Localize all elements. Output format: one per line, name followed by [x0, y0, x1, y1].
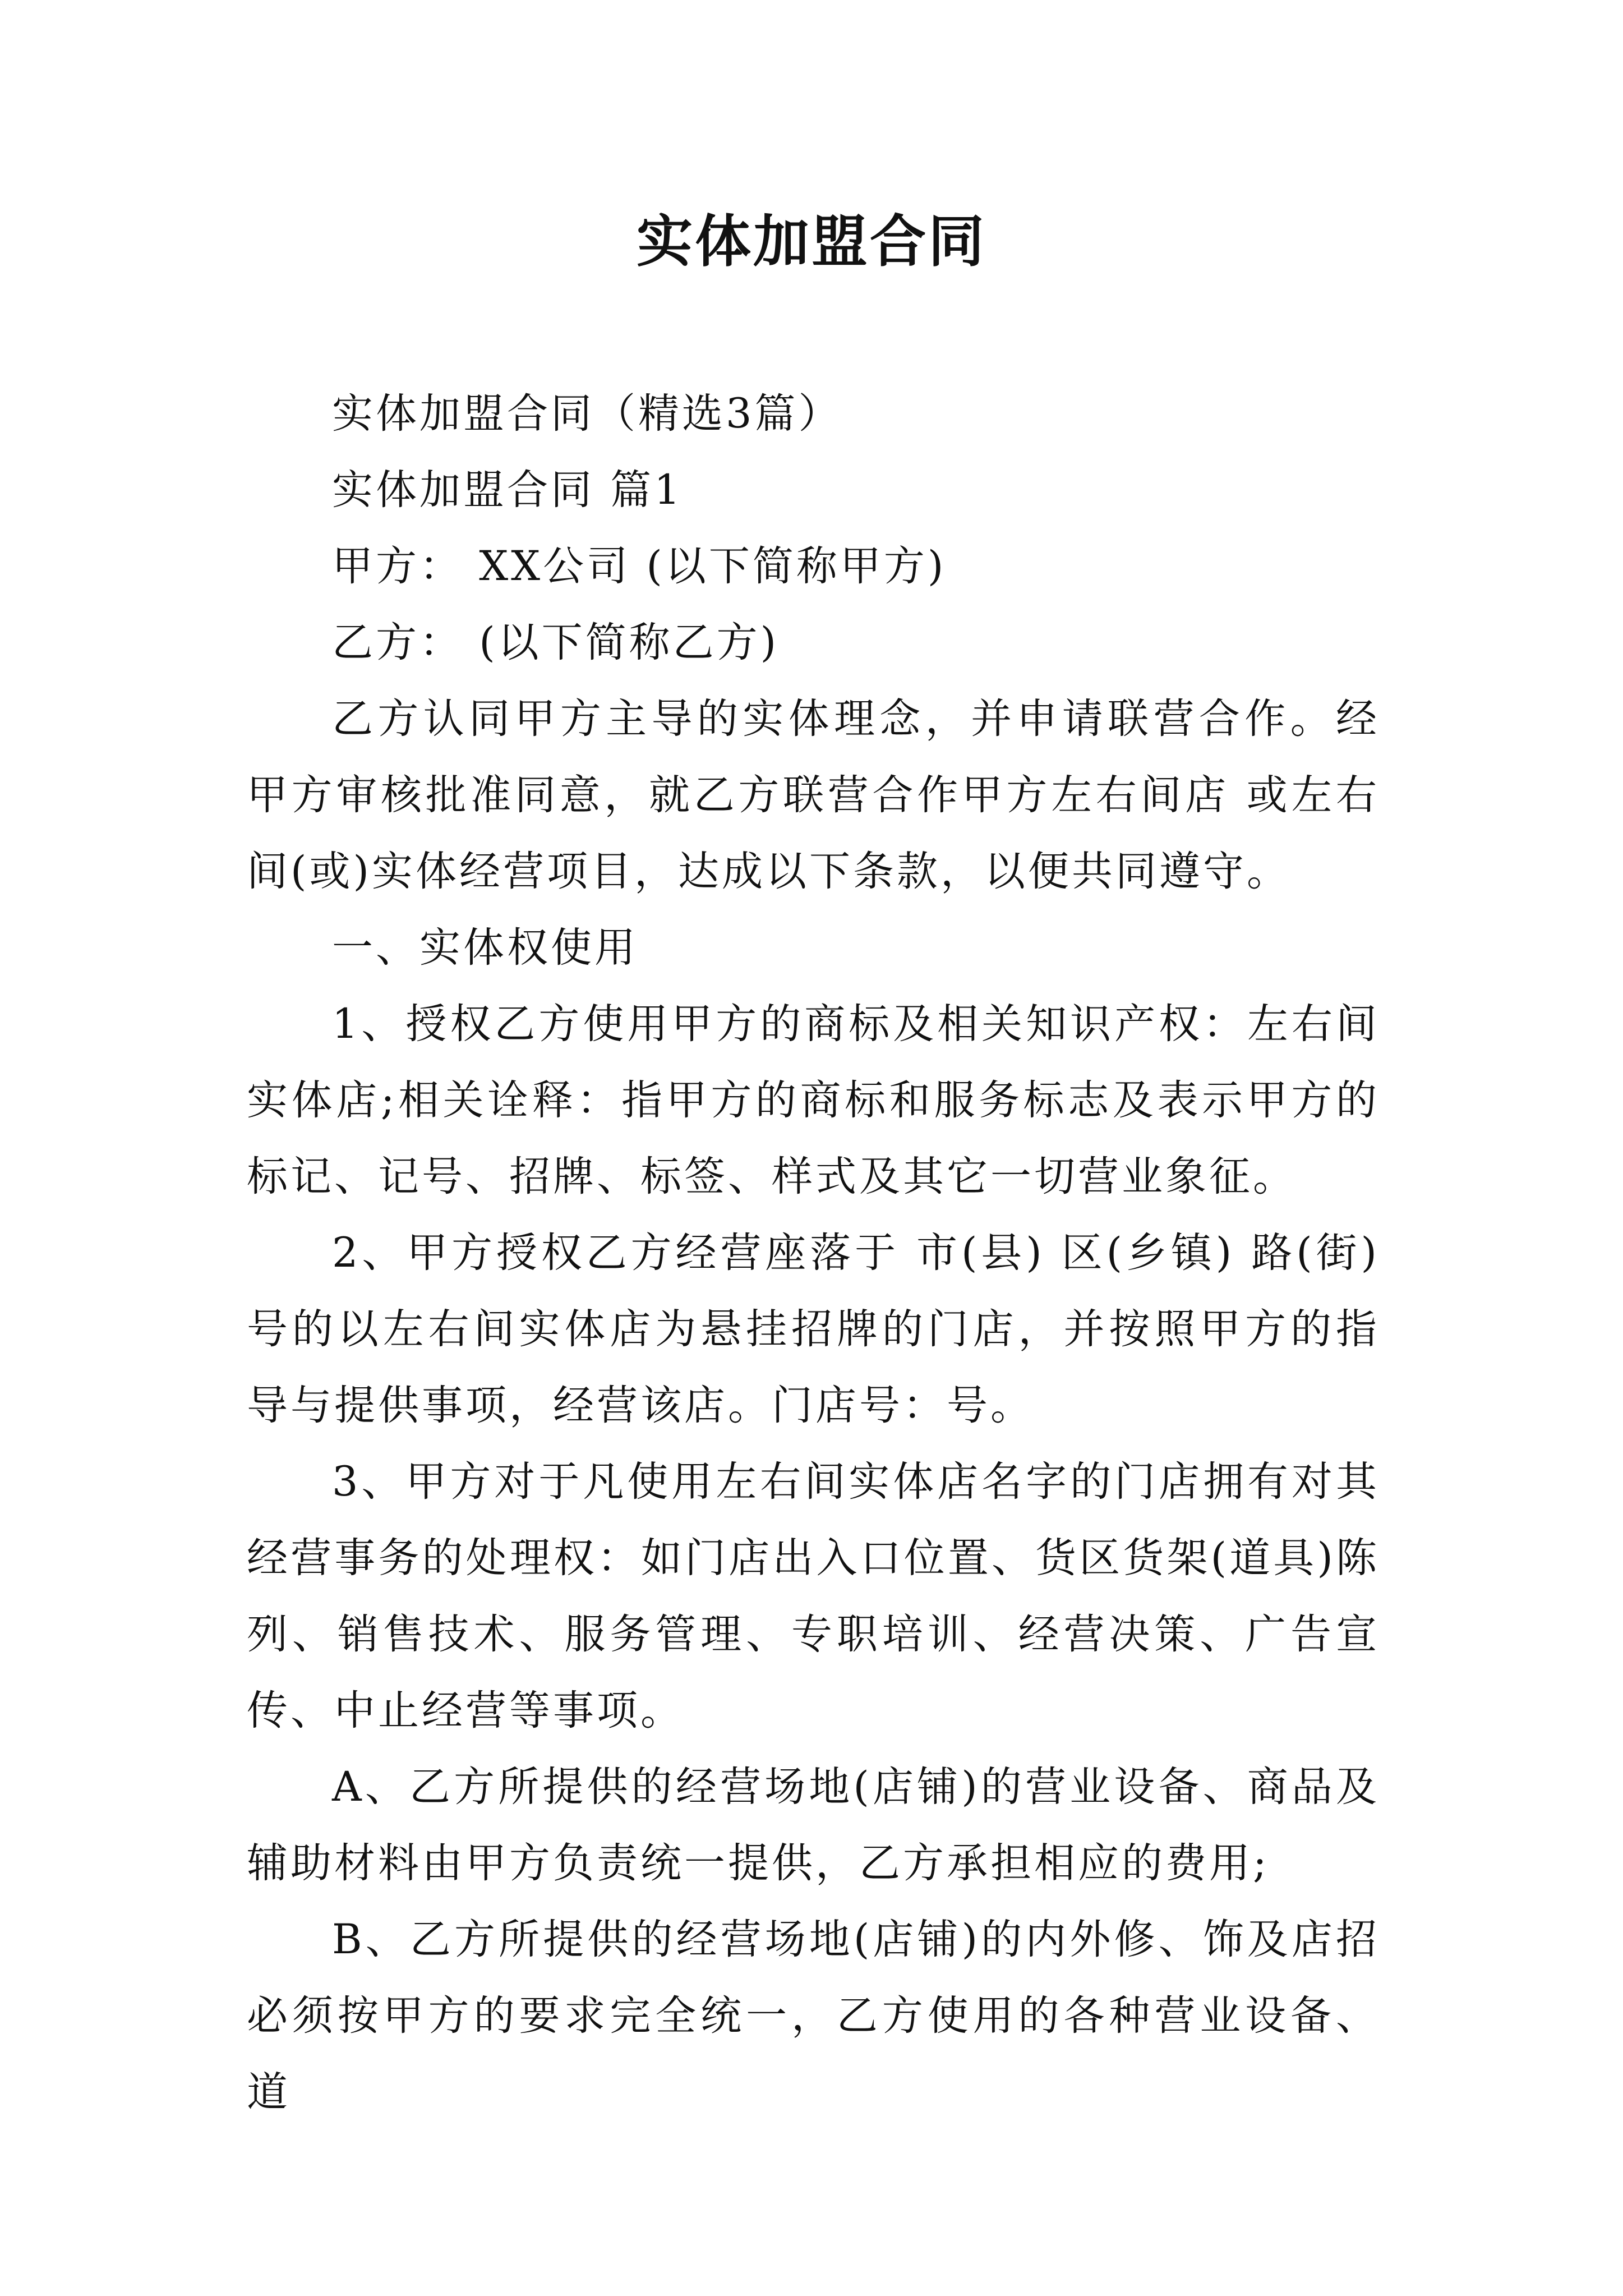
- clause-3a: A、乙方所提供的经营场地(店铺)的营业设备、商品及辅助材料由甲方负责统一提供，乙方承担相应的费用;: [247, 1763, 1380, 1887]
- clause-3: 3、甲方对于凡使用左右间实体店名字的门店拥有对其经营事务的处理权：如门店出入口位置、货区货架(道具)陈列、销售技术、服务管理、专职培训、经营决策、广告宣传、中止经营等事项。: [247, 1458, 1380, 1734]
- clause-2: 2、甲方授权乙方经营座落于 市(县) 区(乡镇) 路(街) 号的以左右间实体店为悬挂招牌的门店，并按照甲方的指导与提供事项，经营该店。门店号：号。: [247, 1229, 1380, 1429]
- paragraph-party-a: 甲方： XX公司 (以下简称甲方): [332, 542, 947, 590]
- document-body: [247, 376, 1380, 2131]
- clause-3b: B、乙方所提供的经营场地(店铺)的内外修、饰及店招必须按甲方的要求完全统一，乙方使用的各种营业设备、道: [247, 1916, 1380, 2116]
- section-heading-1: 一、实体权使用: [332, 924, 638, 972]
- paragraph-heading-part1: 实体加盟合同 篇1: [332, 466, 683, 514]
- paragraph-heading-selection: 实体加盟合同（精选3篇）: [332, 390, 842, 438]
- document-title: 实体加盟合同: [637, 208, 986, 274]
- paragraph-party-b: 乙方： (以下简称乙方): [332, 619, 780, 666]
- clause-1: 1、授权乙方使用甲方的商标及相关知识产权：左右间实体店;相关诠释：指甲方的商标和服务标志及表示甲方的标记、记号、招牌、标签、样式及其它一切营业象征。: [247, 1000, 1380, 1200]
- paragraph-preamble: 乙方认同甲方主导的实体理念，并申请联营合作。经甲方审核批准同意，就乙方联营合作甲方左右间店 或左右间(或)实体经营项目，达成以下条款，以便共同遵守。: [247, 695, 1380, 895]
